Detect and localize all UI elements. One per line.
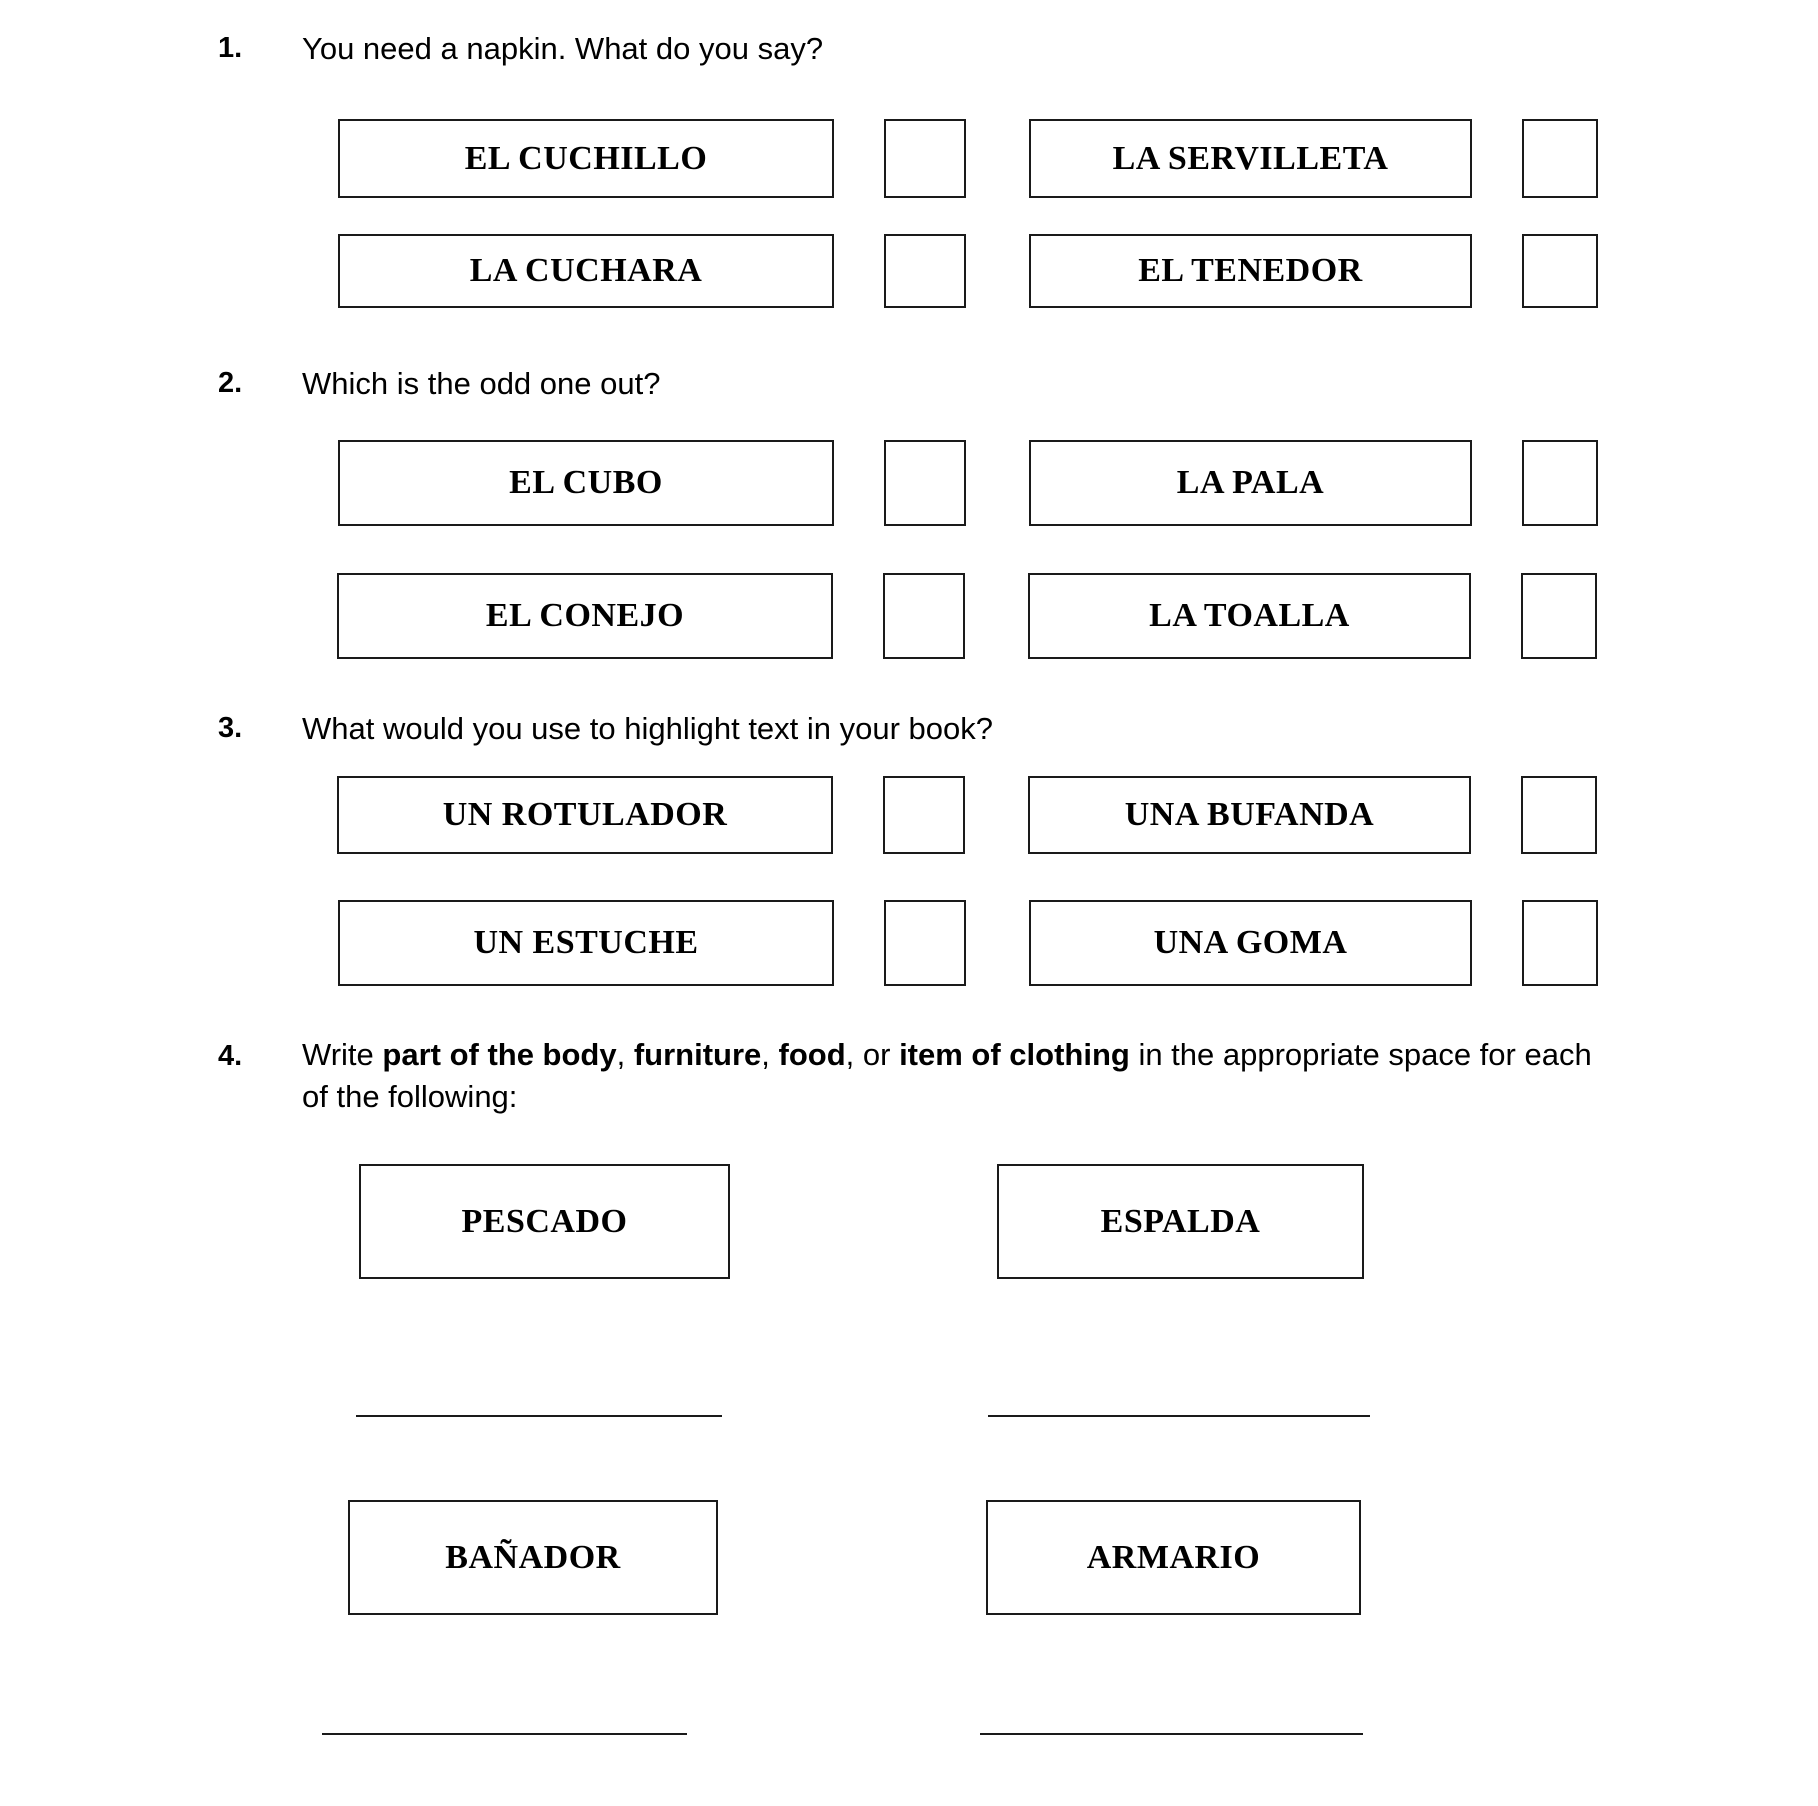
question-2-prompt: Which is the odd one out? [302,366,661,401]
word-pescado: PESCADO [359,1164,730,1279]
word-banador: BAÑADOR [348,1500,718,1615]
prompt-part: Write [302,1037,383,1072]
checkbox-el-cuchillo[interactable] [884,119,966,198]
checkbox-un-estuche[interactable] [884,900,966,986]
question-4-prompt [302,1034,1622,1118]
option-el-cuchillo: EL CUCHILLO [338,119,834,198]
option-el-tenedor: EL TENEDOR [1029,234,1472,308]
option-un-rotulador: UN ROTULADOR [337,776,833,854]
question-1-prompt: You need a napkin. What do you say? [302,31,824,66]
option-la-servilleta: LA SERVILLETA [1029,119,1472,198]
prompt-bold-furniture: furniture [633,1037,762,1072]
option-el-conejo: EL CONEJO [337,573,833,659]
question-3-prompt: What would you use to highlight text in your book? [302,711,994,746]
answer-line-banador[interactable] [322,1733,687,1735]
option-el-cubo: EL CUBO [338,440,834,526]
prompt-part: in the appropriate space for each of the following: [302,1037,1592,1114]
option-un-estuche: UN ESTUCHE [338,900,834,986]
checkbox-el-tenedor[interactable] [1522,234,1598,308]
checkbox-la-pala[interactable] [1522,440,1598,526]
checkbox-la-servilleta[interactable] [1522,119,1598,198]
prompt-part: , or [845,1037,900,1072]
option-una-bufanda: UNA BUFANDA [1028,776,1471,854]
prompt-bold-clothing: item of clothing [899,1037,1130,1072]
option-una-goma: UNA GOMA [1029,900,1472,986]
checkbox-el-conejo[interactable] [883,573,965,659]
option-la-cuchara: LA CUCHARA [338,234,834,308]
checkbox-una-goma[interactable] [1522,900,1598,986]
option-la-toalla: LA TOALLA [1028,573,1471,659]
word-espalda: ESPALDA [997,1164,1364,1279]
word-armario: ARMARIO [986,1500,1361,1615]
checkbox-un-rotulador[interactable] [883,776,965,854]
question-2-number: 2. [218,367,243,399]
question-3-number: 3. [218,712,243,744]
checkbox-una-bufanda[interactable] [1521,776,1597,854]
checkbox-el-cubo[interactable] [884,440,966,526]
option-la-pala: LA PALA [1029,440,1472,526]
checkbox-la-cuchara[interactable] [884,234,966,308]
question-4-number: 4. [218,1040,243,1072]
answer-line-espalda[interactable] [988,1415,1370,1417]
prompt-part: , [761,1037,779,1072]
prompt-part: , [616,1037,634,1072]
answer-line-armario[interactable] [980,1733,1363,1735]
prompt-bold-food: food [778,1037,846,1072]
checkbox-la-toalla[interactable] [1521,573,1597,659]
question-1-number: 1. [218,32,243,64]
prompt-bold-body: part of the body [382,1037,617,1072]
answer-line-pescado[interactable] [356,1415,722,1417]
